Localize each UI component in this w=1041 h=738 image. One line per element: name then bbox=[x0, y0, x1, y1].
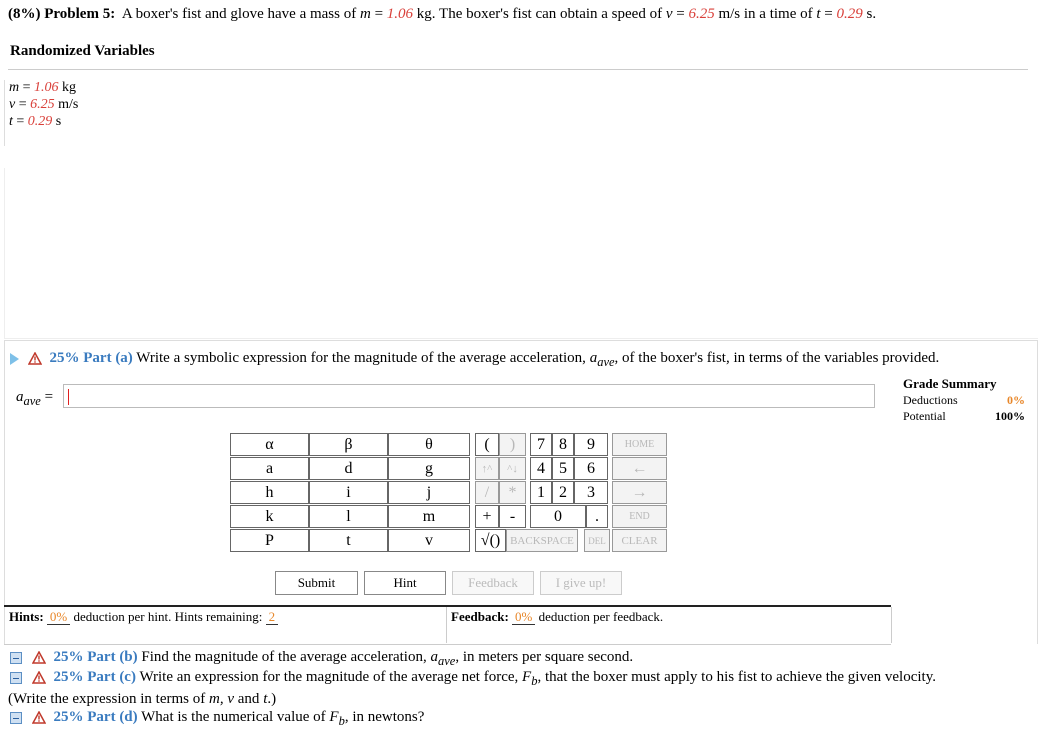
rv-value: 6.25 bbox=[30, 97, 55, 112]
collapse-icon[interactable] bbox=[10, 672, 22, 684]
part-b-text-end: , in meters per square second. bbox=[455, 649, 634, 665]
rv-row-time: t = 0.29 s bbox=[9, 114, 62, 129]
randomized-variables-title: Randomized Variables bbox=[10, 43, 155, 59]
feedback-button[interactable]: Feedback bbox=[452, 571, 534, 595]
accel-symbol: a bbox=[589, 350, 598, 366]
key-backspace[interactable]: BACKSPACE bbox=[506, 529, 578, 552]
part-a-weight: 25% Part (a) bbox=[49, 350, 133, 366]
divider bbox=[4, 605, 891, 607]
hint-button[interactable]: Hint bbox=[364, 571, 446, 595]
key-7[interactable]: 7 bbox=[530, 433, 552, 456]
collapse-icon[interactable] bbox=[10, 652, 22, 664]
feedback-info bbox=[451, 609, 663, 625]
part-c-weight: 25% Part (c) bbox=[53, 669, 136, 685]
rv-symbol: t bbox=[9, 114, 13, 129]
rv-value: 0.29 bbox=[27, 114, 53, 129]
mass-value: 1.06 bbox=[386, 6, 414, 22]
divider bbox=[446, 607, 447, 643]
eq-sign: = bbox=[374, 6, 384, 22]
deductions-label: Deductions bbox=[903, 393, 958, 407]
feedback-pct: 0% bbox=[512, 609, 535, 625]
feedback-text: deduction per feedback. bbox=[538, 609, 664, 624]
problem-title: Problem 5: bbox=[44, 6, 116, 22]
warning-icon bbox=[32, 671, 46, 684]
key-t[interactable]: t bbox=[309, 529, 388, 552]
rv-row-speed: v = 6.25 m/s bbox=[9, 97, 79, 112]
part-b-weight: 25% Part (b) bbox=[53, 649, 138, 665]
accel-subscript: ave bbox=[597, 355, 615, 369]
text-cursor bbox=[68, 389, 69, 405]
problem-text-1: A boxer's fist and glove have a mass of bbox=[121, 6, 357, 22]
key-i[interactable]: i bbox=[309, 481, 388, 504]
divider bbox=[4, 644, 891, 645]
potential-row bbox=[903, 408, 1025, 424]
mass-symbol: m bbox=[359, 6, 371, 22]
key-6[interactable]: 6 bbox=[574, 457, 608, 480]
key-left[interactable]: ← bbox=[612, 457, 667, 480]
key-v[interactable]: v bbox=[388, 529, 470, 552]
deductions-row bbox=[903, 392, 1025, 408]
key-m[interactable]: m bbox=[388, 505, 470, 528]
hints-pct: 0% bbox=[47, 609, 70, 625]
key-l[interactable]: l bbox=[309, 505, 388, 528]
accel-subscript: ave bbox=[437, 654, 456, 668]
key-plus[interactable]: + bbox=[475, 505, 499, 528]
key-3[interactable]: 3 bbox=[574, 481, 608, 504]
key-down-arrows[interactable]: ^↓ bbox=[499, 457, 526, 480]
key-alpha[interactable]: α bbox=[230, 433, 309, 456]
rv-symbol: m bbox=[9, 80, 20, 95]
hints-label: Hints: bbox=[9, 609, 44, 624]
part-a-text: Write a symbolic expression for the magnitude of the average acceleration, bbox=[136, 350, 586, 366]
part-d-weight: 25% Part (d) bbox=[53, 709, 138, 725]
key-sqrt[interactable]: √() bbox=[475, 529, 506, 552]
mass-unit-text: kg. The boxer's fist can obtain a speed of bbox=[416, 6, 663, 22]
part-d-text: What is the numerical value of bbox=[141, 709, 326, 725]
key-multiply[interactable]: * bbox=[499, 481, 526, 504]
key-g[interactable]: g bbox=[388, 457, 470, 480]
rv-row-mass: m = 1.06 kg bbox=[9, 80, 77, 95]
part-c-header[interactable] bbox=[10, 669, 936, 689]
answer-input[interactable] bbox=[63, 384, 875, 408]
part-c-and: and bbox=[237, 691, 260, 707]
time-symbol: t bbox=[816, 6, 821, 22]
rv-value: 1.06 bbox=[34, 80, 59, 95]
rv-unit: s bbox=[55, 114, 62, 129]
key-del[interactable]: DEL bbox=[584, 529, 610, 552]
key-0[interactable]: 0 bbox=[530, 505, 586, 528]
force-symbol: F bbox=[329, 709, 339, 725]
divider bbox=[8, 69, 1028, 70]
key-minus[interactable]: - bbox=[499, 505, 526, 528]
key-divide[interactable]: / bbox=[475, 481, 499, 504]
key-5[interactable]: 5 bbox=[552, 457, 574, 480]
answer-subscript: ave bbox=[23, 394, 41, 408]
key-h[interactable]: h bbox=[230, 481, 309, 504]
part-a-text-end: , of the boxer's fist, in terms of the variables provided. bbox=[614, 350, 940, 366]
key-right[interactable]: → bbox=[612, 481, 667, 504]
accel-symbol: a bbox=[430, 649, 438, 665]
hints-text: deduction per hint. Hints remaining: bbox=[73, 609, 263, 624]
divider bbox=[891, 607, 892, 643]
force-subscript: b bbox=[531, 674, 538, 688]
key-end[interactable]: END bbox=[612, 505, 667, 528]
key-8[interactable]: 8 bbox=[552, 433, 574, 456]
warning-icon bbox=[32, 711, 46, 724]
warning-icon bbox=[28, 352, 42, 365]
key-a[interactable]: a bbox=[230, 457, 309, 480]
deductions-value: 0% bbox=[1007, 393, 1025, 407]
feedback-label: Feedback: bbox=[451, 609, 509, 624]
give-up-button[interactable]: I give up! bbox=[540, 571, 622, 595]
key-home[interactable]: HOME bbox=[612, 433, 667, 456]
part-c-line2-pre: (Write the expression in terms of bbox=[8, 691, 206, 707]
problem-weight: (8%) bbox=[8, 6, 41, 22]
key-9[interactable]: 9 bbox=[574, 433, 608, 456]
key-theta[interactable]: θ bbox=[388, 433, 470, 456]
key-close-paren[interactable]: ) bbox=[499, 433, 526, 456]
key-beta[interactable]: β bbox=[309, 433, 388, 456]
force-symbol: F bbox=[522, 669, 532, 685]
key-j[interactable]: j bbox=[388, 481, 470, 504]
time-unit-text: s. bbox=[866, 6, 877, 22]
answer-label bbox=[16, 389, 53, 409]
part-c-text-end: , that the boxer must apply to his fist to achieve the given velocity. bbox=[537, 669, 936, 685]
rv-symbol: v bbox=[9, 97, 16, 112]
speed-unit-text: m/s in a time of bbox=[718, 6, 813, 22]
grade-summary bbox=[903, 376, 1025, 424]
rv-unit: kg bbox=[62, 80, 77, 95]
part-b-header[interactable] bbox=[10, 649, 633, 669]
expand-arrow-icon[interactable] bbox=[10, 353, 19, 365]
answer-symbol: a bbox=[16, 389, 24, 405]
key-4[interactable]: 4 bbox=[530, 457, 552, 480]
part-c-vars: m, v bbox=[209, 691, 235, 707]
grade-summary-title: Grade Summary bbox=[903, 376, 997, 391]
key-dot[interactable]: . bbox=[586, 505, 608, 528]
key-1[interactable]: 1 bbox=[530, 481, 552, 504]
part-c-line2-end: .) bbox=[267, 691, 277, 707]
answer-equals: = bbox=[44, 389, 54, 405]
hints-info bbox=[9, 609, 278, 625]
key-clear[interactable]: CLEAR bbox=[612, 529, 667, 552]
part-a-header[interactable] bbox=[10, 350, 939, 370]
submit-button[interactable]: Submit bbox=[275, 571, 358, 595]
part-c-text: Write an expression for the magnitude of the average net force, bbox=[139, 669, 519, 685]
hints-remaining: 2 bbox=[266, 609, 279, 625]
divider bbox=[4, 80, 5, 146]
eq-sign: = bbox=[824, 6, 833, 22]
collapse-icon[interactable] bbox=[10, 712, 22, 724]
key-d[interactable]: d bbox=[309, 457, 388, 480]
divider bbox=[4, 168, 5, 338]
part-d-text-end: , in newtons? bbox=[344, 709, 425, 725]
key-2[interactable]: 2 bbox=[552, 481, 574, 504]
part-b-text: Find the magnitude of the average acceleration, bbox=[141, 649, 427, 665]
part-c-t: t bbox=[263, 691, 268, 707]
key-up-arrows[interactable]: ↑^ bbox=[475, 457, 499, 480]
force-subscript: b bbox=[338, 714, 345, 728]
divider bbox=[4, 338, 1038, 339]
potential-value: 100% bbox=[995, 409, 1025, 423]
part-c-line2 bbox=[8, 691, 276, 708]
speed-value: 6.25 bbox=[688, 6, 715, 22]
eq-sign: = bbox=[676, 6, 685, 22]
warning-icon bbox=[32, 651, 46, 664]
key-k[interactable]: k bbox=[230, 505, 309, 528]
potential-label: Potential bbox=[903, 409, 946, 423]
speed-symbol: v bbox=[665, 6, 673, 22]
part-d-header[interactable] bbox=[10, 709, 424, 729]
problem-header bbox=[8, 6, 876, 23]
key-open-paren[interactable]: ( bbox=[475, 433, 499, 456]
rv-unit: m/s bbox=[58, 97, 79, 112]
key-P[interactable]: P bbox=[230, 529, 309, 552]
time-value: 0.29 bbox=[836, 6, 863, 22]
